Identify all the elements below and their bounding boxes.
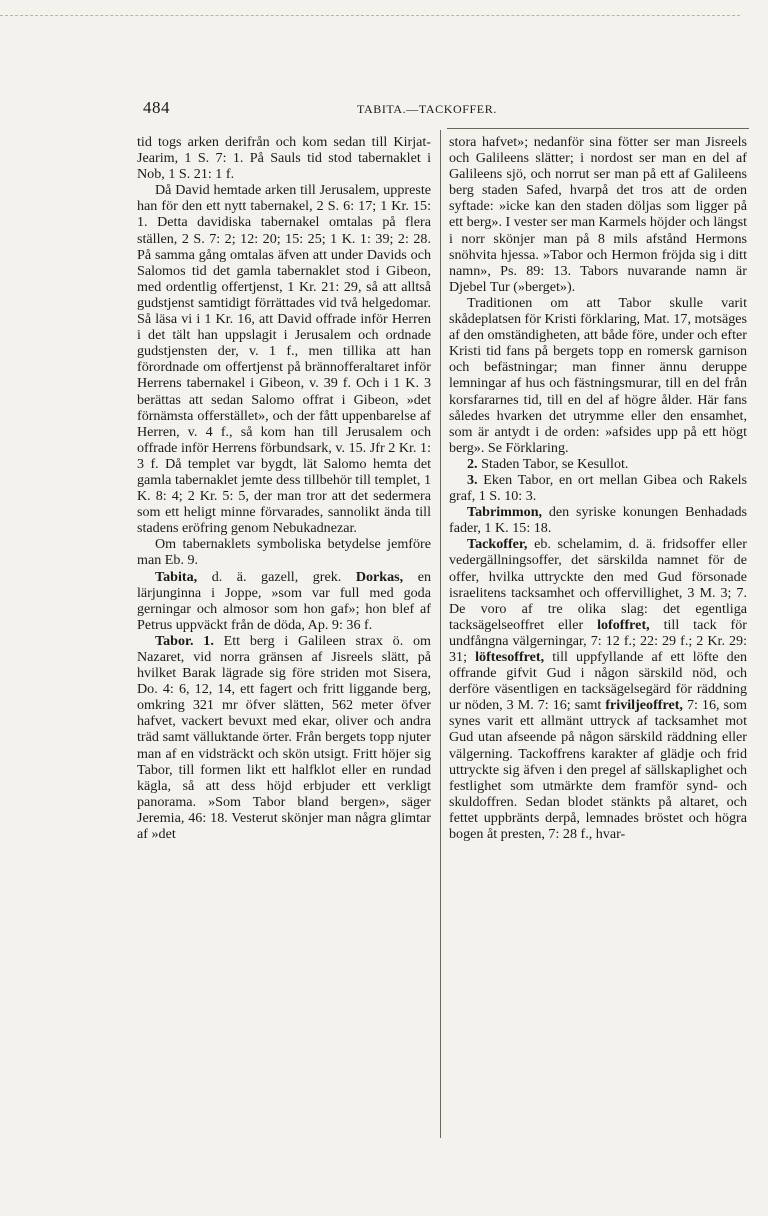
entry-text: till tack för undfångna välgerningar, 7: 12 f.; 22: 29 f.; 2 Kr. 29: 31;: [449, 616, 747, 665]
entry-headword-tabor: Tabor.: [155, 632, 194, 649]
paragraph-tradition: Traditionen om att Tabor skulle varit skådeplatsen för Kristi förklaring, Mat. 17, motsäges af den omständigheten, att både före, under och efter Kristi tid fans på bergets topp en romersk garnison och befästningar; man finner ännu deruppe lemningar af hus och fästningsmurar, till en del från korsfararnes tid, till en del af högre ålder. Här fans således hvarken det utrymme eller den ensamhet, som är antydt i de orden: »afsides upp på ett högt berg». Se Förklaring.: [449, 294, 747, 456]
header-rule: [447, 128, 749, 129]
term-lofoffret: lofoffret,: [597, 616, 650, 633]
entry-tabor: [137, 633, 431, 842]
term-loftesoffret: löftesoffret,: [475, 649, 545, 665]
paragraph-continued: tid togs arken derifrån och kom sedan till Kirjat-Jearim, 1 S. 7: 1. På Sauls tid stod tabernaklet i Nob, 1 S. 21: 1 f.: [137, 134, 431, 183]
entry-tabor-2: [449, 456, 747, 472]
entry-text: till uppfyllande af ett löfte den offrande gifvit Gud i någon särskild nöd, och derföre väsentligen en tacksägelsegärd för räddning ur nöden, 3 M. 7: 16; samt: [449, 649, 747, 714]
page-number: 484: [143, 98, 170, 117]
entry-text: 7: 16, som synes varit ett allmänt uttryck af tacksamhet mot Gud utan afseende på någon särskild räddning eller välgerning. Tackoffrens karakter af glädje och frid uttryckte sig äfven i den pregel af sällskaplighet och festlighet som utmärkte dem framför synd- och skuldoffren. Sedan blodet stänkts på altaret, och fettet uppbränts derpå, lemnades bröstet och högra bogen åt presten, 7: 28 f., hvar-: [449, 697, 747, 843]
entry-text: Eken Tabor, en ort mellan Gibea och Rakels graf, 1 S. 10: 3.: [449, 471, 747, 505]
column-divider: [440, 130, 441, 1138]
paragraph-symbolism: Om tabernaklets symboliska betydelse jemföre man Eb. 9.: [137, 536, 431, 569]
entry-tackoffer: [449, 536, 747, 842]
entry-tabita: [137, 569, 431, 633]
entry-tabor-3: [449, 472, 747, 504]
entry-text: Ett berg i Galileen strax ö. om Nazaret, vid norra gränsen af Jisreels slätt, på hvilket Barak lägrade sig före striden mot Sisera, Do. 4: 6, 12, 14, ett fagert och fritt liggande berg, omkring 321 mr öfver slätten, 562 meter öfver hafvet, vackert bevuxt med ekar, oliver och andra träd samt välluktande örter. Från bergets topp njuter man af en vidsträckt och skön utsigt. Fritt höjer sig Tabor, till formen likt ett halfklot eller en rundad kägla, så att dess höjd erbjuder ett verkligt panorama. »Som Tabor bland bergen», säger Jeremia, 46: 18. Vesterut skönjer man några glimtar af »det: [137, 632, 431, 843]
entry-headword-dorkas: Dorkas,: [355, 568, 404, 585]
paragraph-david-tabernacle: Då David hemtade arken till Jerusalem, uppreste han för den ett nytt tabernakel, 2 S. 6: 17; 1 Kr. 15: 1. Detta davidiska tabernakel omtalas på flera ställen, 2 S. 7: 2; 12: 20; 15: 25; 1 K. 1: 39; 2: 28. På samma gång omtalas äfven att under Davids och Salomos tid det gamla tabernaklet stod i Gibeon, med ordentlig offertjenst, 1 Kr. 21: 29, så att alltså gudstjenst samtidigt förrättades vid två helgedomar. Så läsa vi i 1 Kr. 16, att David offrade inför Herren i det tält han uppslagit i Jerusalem och ordnade gudstjensten der, v. 1 f., men tillika att han förordnade om offertjenst på brännofferaltaret inför Herrens tabernakel i Gibeon, v. 39 f. Och i 1 K. 3 berättas att sedan Salomo offrat i Gibeon, »det förnämsta offerstället», och der fått uppenbarelse af Herren, v. 4 f., så kom han till Jerusalem och offrade inför Herrens förbundsark, v. 15. Jfr 2 Kr. 1: 3 f. Då templet var bygdt, lät Salomo hemta det gamla tabernaklet jemte dess tillbehör till templet, 1 K. 8: 4; 2 Kr. 5: 5, der man tror att det sedermera som ett heligt minne förvarades, sannolikt ända till stadens eröfring genom Nebukadnezar.: [137, 182, 431, 537]
left-column: [137, 134, 431, 1144]
entry-text: d. ä. gazell, grek.: [211, 568, 342, 585]
entry-text: eb. schelamim, d. ä. fridsoffer eller vedergällningsoffer, det särskilda namnet för de offer, hvilka uttryckte den med Gud försonade israelitens tacksamhet och offervillighet, 3 M. 3; 7. De voro af tre olika slag: det egentliga tacksägelseoffret eller: [449, 536, 747, 633]
entry-sense-number: 1.: [203, 632, 214, 649]
page-header: [143, 98, 748, 122]
entry-sense-number: 2.: [467, 455, 478, 472]
entry-text: en lärjunginna i Joppe, »som var full med goda gerningar och almosor som hon gaf»; hon blef af Petrus uppväckt från de döda, Ap. 9: 36 f.: [137, 568, 431, 633]
right-column: [449, 134, 747, 1144]
entry-headword-tabita: Tabita,: [155, 568, 198, 585]
paragraph-tabor-view: stora hafvet»; nedanför sina fötter ser man Jisreels och Galileens slätter; i nordost ser man en del af Galileens sjö, och norrut ser man på ett af Galileens berg staden Safed, hvarpå det tros att de orden syftade: »icke kan den staden döljas som ligger på ett berg». I vester ser man Karmels höjder och längst i norr skönjer man på 8 mils afstånd Hermons snöhvita hjessa. »Tabor och Hermon fröjda sig i ditt namn», Ps. 89: 13. Tabors nuvarande namn är Djebel Tur (»berget»).: [449, 134, 747, 295]
entry-headword-tackoffer: Tackoffer,: [467, 536, 528, 553]
entry-text: Staden Tabor, se Kesullot.: [481, 455, 629, 472]
term-friviljeoffret: friviljeoffret,: [605, 697, 683, 714]
running-head: TABITA.—TACKOFFER.: [357, 102, 497, 116]
entry-text: den syriske konungen Benhadads fader, 1 K. 15: 18.: [449, 504, 747, 537]
page-bottom-margin: [0, 1150, 768, 1216]
entry-headword-tabrimmon: Tabrimmon,: [467, 504, 543, 521]
entry-tabrimmon: [449, 504, 747, 536]
entry-sense-number: 3.: [467, 471, 478, 488]
page-edge-line: [0, 15, 740, 17]
